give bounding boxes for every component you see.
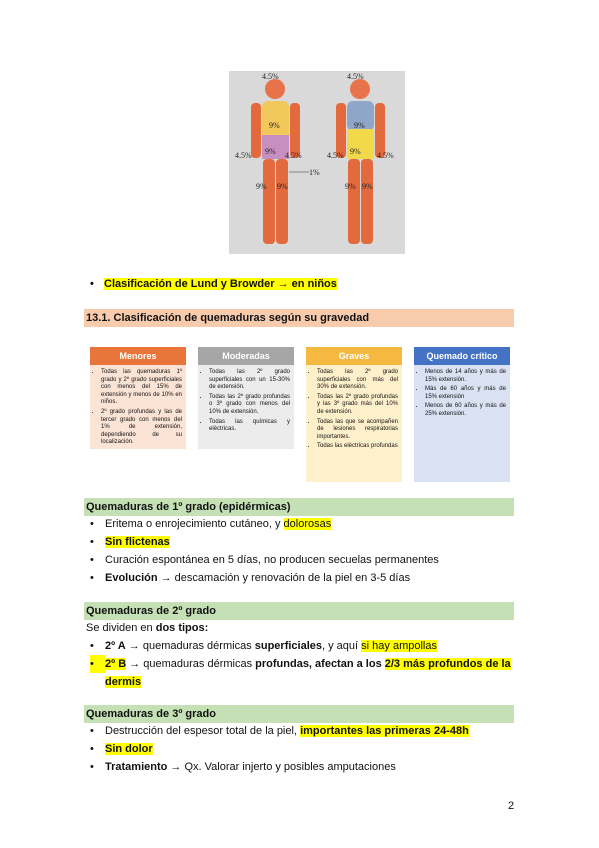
- list-item: • Eritema o enrojecimiento cutáneo, y dolorosas: [105, 515, 439, 533]
- back-body: [336, 79, 385, 244]
- back-label: 4.5%: [377, 151, 394, 160]
- card-item: • Todas las que se acompañen de lesiones respiratorias importantes.: [317, 419, 398, 442]
- bullet-icon: •: [90, 761, 94, 773]
- front-body: [251, 79, 300, 244]
- grado1-heading: Quemaduras de 1º grado (epidérmicas): [84, 498, 514, 516]
- bullet-icon: •: [90, 554, 94, 566]
- bullet-icon: •: [90, 536, 94, 548]
- grado1-list: [90, 515, 439, 587]
- card-quemado-critico: [414, 347, 510, 482]
- list-item: • Evolución → descamación y renovación de la piel en 3-5 días: [105, 569, 439, 587]
- card-title: Moderadas: [198, 347, 294, 365]
- card-item: • Menos de 14 años y más de 15% extensión.: [425, 369, 506, 384]
- card-item: • Todas las quemaduras 1º grado y 2º grado superficiales con menos del 15% de extensión y menos de 10% en niños.: [101, 369, 182, 407]
- grado2-list: • 2º A → quemaduras dérmicas superficiales, y aquí si hay ampollas • 2º B → quemaduras dérmicas profundas, afectan a los 2/3 más profundos de la dermis: [105, 637, 511, 691]
- back-label: 9%: [354, 121, 365, 130]
- bullet-icon: •: [90, 278, 94, 290]
- card-item: • Todas las químicas y eléctricas.: [209, 419, 290, 434]
- card-title: Menores: [90, 347, 186, 365]
- list-item: • 2º A → quemaduras dérmicas superficiales, y aquí si hay ampollas: [105, 637, 511, 655]
- bullet-icon: •: [90, 725, 94, 737]
- arrow-icon: →: [129, 658, 141, 670]
- list-item: • Curación espontánea en 5 días, no producen secuelas permanentes: [105, 551, 439, 569]
- card-item: • Todas las 2º grado profundas o 3º grado con menos del 10% de extensión.: [209, 394, 290, 417]
- back-label: 9%: [345, 182, 356, 191]
- bullet-icon: •: [90, 572, 94, 584]
- front-label: 4.5%: [285, 151, 302, 160]
- card-item: • Todas las 2º grado superficiales con un 15-30% de extensión.: [209, 369, 290, 392]
- front-label: 4.5%: [235, 151, 252, 160]
- bullet-icon: •: [90, 743, 94, 755]
- page-number: 2: [508, 800, 515, 812]
- grado3-heading: Quemaduras de 3º grado: [84, 705, 514, 723]
- body-diagram: [229, 71, 405, 254]
- list-item: • 2º B → quemaduras dérmicas profundas, afectan a los 2/3 más profundos de la: [105, 655, 511, 673]
- grado2-heading: Quemaduras de 2º grado: [84, 602, 514, 620]
- card-item: • Más de 60 años y más de 15% extensión: [425, 386, 506, 401]
- card-title: Graves: [306, 347, 402, 365]
- front-label: 9%: [277, 182, 288, 191]
- front-label: 1%: [309, 168, 320, 177]
- back-label: 4.5%: [347, 72, 364, 81]
- card-item: • 2º grado profundas y las de tercer grado con menos del 1% de extensión, dependiendo de su localización.: [101, 409, 182, 447]
- card-moderadas: [198, 347, 294, 449]
- grado3-list: [90, 722, 469, 776]
- card-item: • Todas las eléctricas profundas: [317, 443, 398, 451]
- card-title: Quemado crítico: [414, 347, 510, 365]
- back-label: 9%: [350, 147, 361, 156]
- arrow-icon: →: [170, 761, 182, 773]
- card-graves: [306, 347, 402, 482]
- list-item: • Destrucción del espesor total de la piel, importantes las primeras 24-48h: [105, 722, 469, 740]
- arrow-icon: →: [160, 572, 172, 584]
- arrow-icon: →: [277, 278, 289, 290]
- list-item: • Tratamiento → Qx. Valorar injerto y posibles amputaciones: [105, 758, 469, 776]
- back-label: 4.5%: [327, 151, 344, 160]
- front-label: 9%: [256, 182, 267, 191]
- rule-of-nines-figure: [229, 71, 405, 254]
- list-item: • Sin flictenas: [105, 533, 439, 551]
- section-13-1-heading: 13.1. Clasificación de quemaduras según su gravedad: [84, 309, 514, 327]
- arrow-icon: →: [128, 640, 140, 652]
- bullet-icon: •: [90, 655, 105, 673]
- front-label: 9%: [265, 147, 276, 156]
- grado2-intro: Se dividen en dos tipos:: [86, 622, 209, 634]
- front-label: 4.5%: [262, 72, 279, 81]
- card-item: • Todas las 2º grado superficiales con más del 30% de extensión.: [317, 369, 398, 392]
- back-label: 9%: [362, 182, 373, 191]
- card-menores: [90, 347, 186, 449]
- front-label: 9%: [269, 121, 280, 130]
- bullet-icon: •: [90, 640, 94, 652]
- bullet-icon: •: [90, 518, 94, 530]
- lund-browder-item: • Clasificación de Lund y Browder → en niños: [90, 278, 337, 290]
- list-item: • Sin dolor: [105, 740, 469, 758]
- card-item: • Menos de 60 años y más de 25% extensión.: [425, 403, 506, 418]
- card-item: • Todas las 2º grado profundas y las 3º grado más del 10% de extensión.: [317, 394, 398, 417]
